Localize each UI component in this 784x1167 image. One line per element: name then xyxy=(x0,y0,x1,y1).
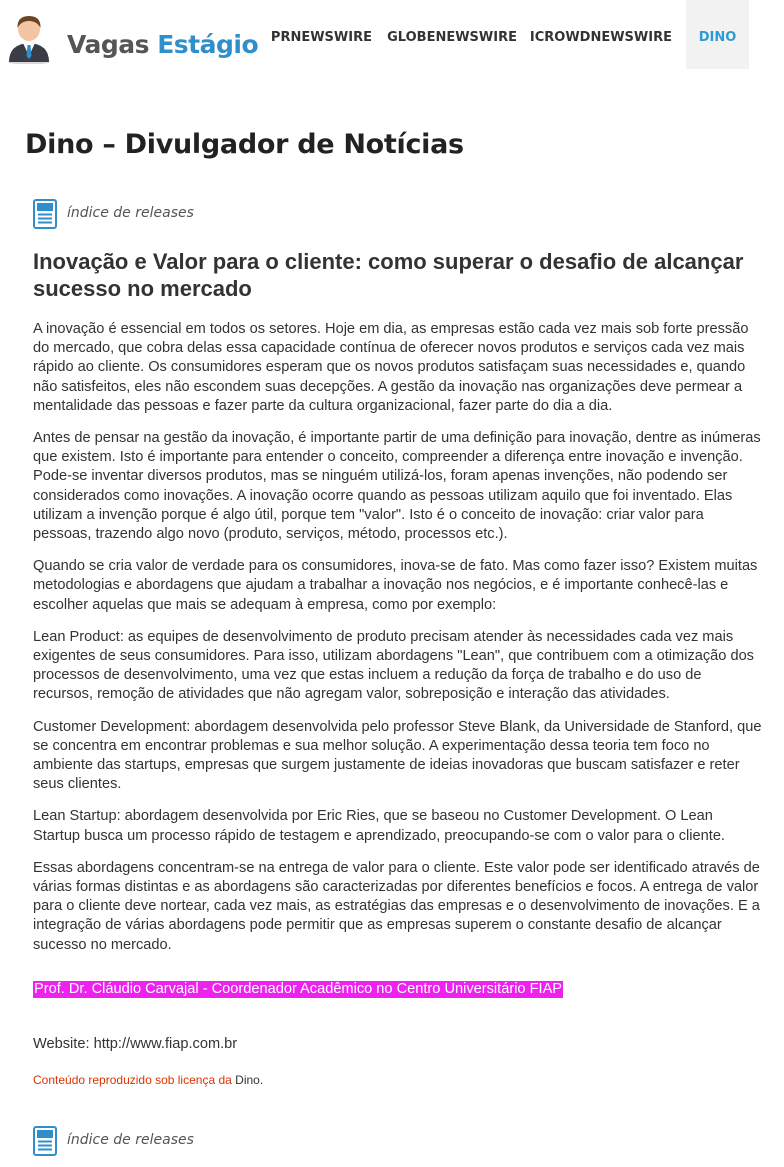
license-text: Conteúdo reproduzido sob licença da xyxy=(33,1073,232,1087)
logo-text: Vagas Estágio xyxy=(67,30,259,59)
author-credit: Prof. Dr. Cláudio Carvajal - Coordenador Acadêmico no Centro Universitário FIAP xyxy=(34,981,563,997)
page-title: Dino – Divulgador de Notícias xyxy=(25,129,464,160)
document-icon xyxy=(33,199,57,229)
nav-item-prnewswire[interactable]: PRNEWSWIRE xyxy=(270,30,372,45)
paragraph: A inovação é essencial em todos os setores. Hoje em dia, as empresas estão cada vez mais sob forte pressão do mercado, que cobra delas essa capacidade contínua de oferecer novos produtos e serviços cada vez mais rápido ao cliente. Os consumidores esperam que os novos produtos satisfaçam suas necessidades e, quando não satisfeitos, eles não escondem suas decepções. A gestão da inovação nas organizações deve permear a mentalidade das pessoas e fazer parte da cultura organizacional, fazer parte do dia a dia. xyxy=(33,321,749,414)
site-header xyxy=(0,0,784,70)
paragraph: Lean Startup: abordagem desenvolvida por Eric Ries, que se baseou no Customer Development. O Lean Startup busca um processo rápido de testagem e aprendizado, preocupando-se com o valor para o cliente. xyxy=(33,808,725,844)
dino-link[interactable]: Dino. xyxy=(235,1073,264,1087)
paragraph: Essas abordagens concentram-se na entrega de valor para o cliente. Este valor pode ser identificado através de várias formas distintas e as abordagens são caracterizadas por diferentes benefícios e focos. A entrega de valor para o cliente deve nortear, cada vez mais, as estratégias das empresas e o desenvolvimento de inovações. E a integração de várias abordagens pode permitir que as empresas superem o constante desafio de alcançar sucesso no mercado. xyxy=(33,859,760,953)
release-title: Inovação e Valor para o cliente: como superar o desafio de alcançar sucesso no mercado xyxy=(33,249,744,301)
paragraph: Customer Development: abordagem desenvolvida pelo professor Steve Blank, da Universidade de Stanford, que se concentra em encontrar problemas e sua melhor solução. A experimentação dessa teoria tem foco no ambiente das startups, empresas que surgem justamente de ideias inovadoras que buscam satisfazer e reter seus clientes. xyxy=(33,718,762,793)
website-label: Website: xyxy=(33,1036,90,1052)
website-line xyxy=(33,1035,237,1054)
paragraph: Quando se cria valor de verdade para os consumidores, inova-se de fato. Mas como fazer isso? Existem muitas metodologias e abordagens que ajudam a trabalhar a inovação nos negócios, e é importante conhecê-las e escolher aquelas que mais se adequam à empresa, como por exemplo: xyxy=(33,558,758,613)
index-releases-label: índice de releases xyxy=(67,1132,194,1148)
nav-item-globenewswire[interactable]: GLOBENEWSWIRE xyxy=(387,30,517,45)
user-avatar-icon xyxy=(6,12,52,64)
nav-item-icrowdnewswire[interactable]: ICROWDNEWSWIRE xyxy=(529,30,672,45)
document-icon xyxy=(33,1126,57,1156)
license-line xyxy=(33,1072,263,1088)
paragraph: Lean Product: as equipes de desenvolvimento de produto precisam atender às necessidades cada vez mais exigentes de seus consumidores. Para isso, utilizam abordagens "Lean", que contribuem com a otimização dos processos de desenvolvimento, uma vez que estas incluem a redução da força de trabalho e do uso de recursos, remoção de atividades que não agregam valor, sobreposição e interação das atividades. xyxy=(33,628,754,703)
index-releases-label: índice de releases xyxy=(67,205,194,221)
nav-item-dino[interactable]: DINO xyxy=(686,0,749,69)
article-body xyxy=(33,320,763,968)
site-logo[interactable] xyxy=(6,10,259,66)
website-link[interactable]: http://www.fiap.com.br xyxy=(93,1036,238,1052)
paragraph: Antes de pensar na gestão da inovação, é importante partir de uma definição para inovação, dentre as inúmeras que existem. Isto é importante para entender o conceito, compreender a diferença entre inovação e invenção. Pode-se inventar diversos produtos, mas se ninguém utilizá-los, foram apenas invenções, não podendo ser considerados como inovações. A inovação ocorre quando as pessoas utilizam aquilo que foi inventado. Elas utilizam a invenção porque é algo útil, porque tem "valor". Isto é o conceito de inovação: criar valor para pessoas, trazendo algo novo (produto, serviços, método, processos etc.). xyxy=(33,430,761,543)
